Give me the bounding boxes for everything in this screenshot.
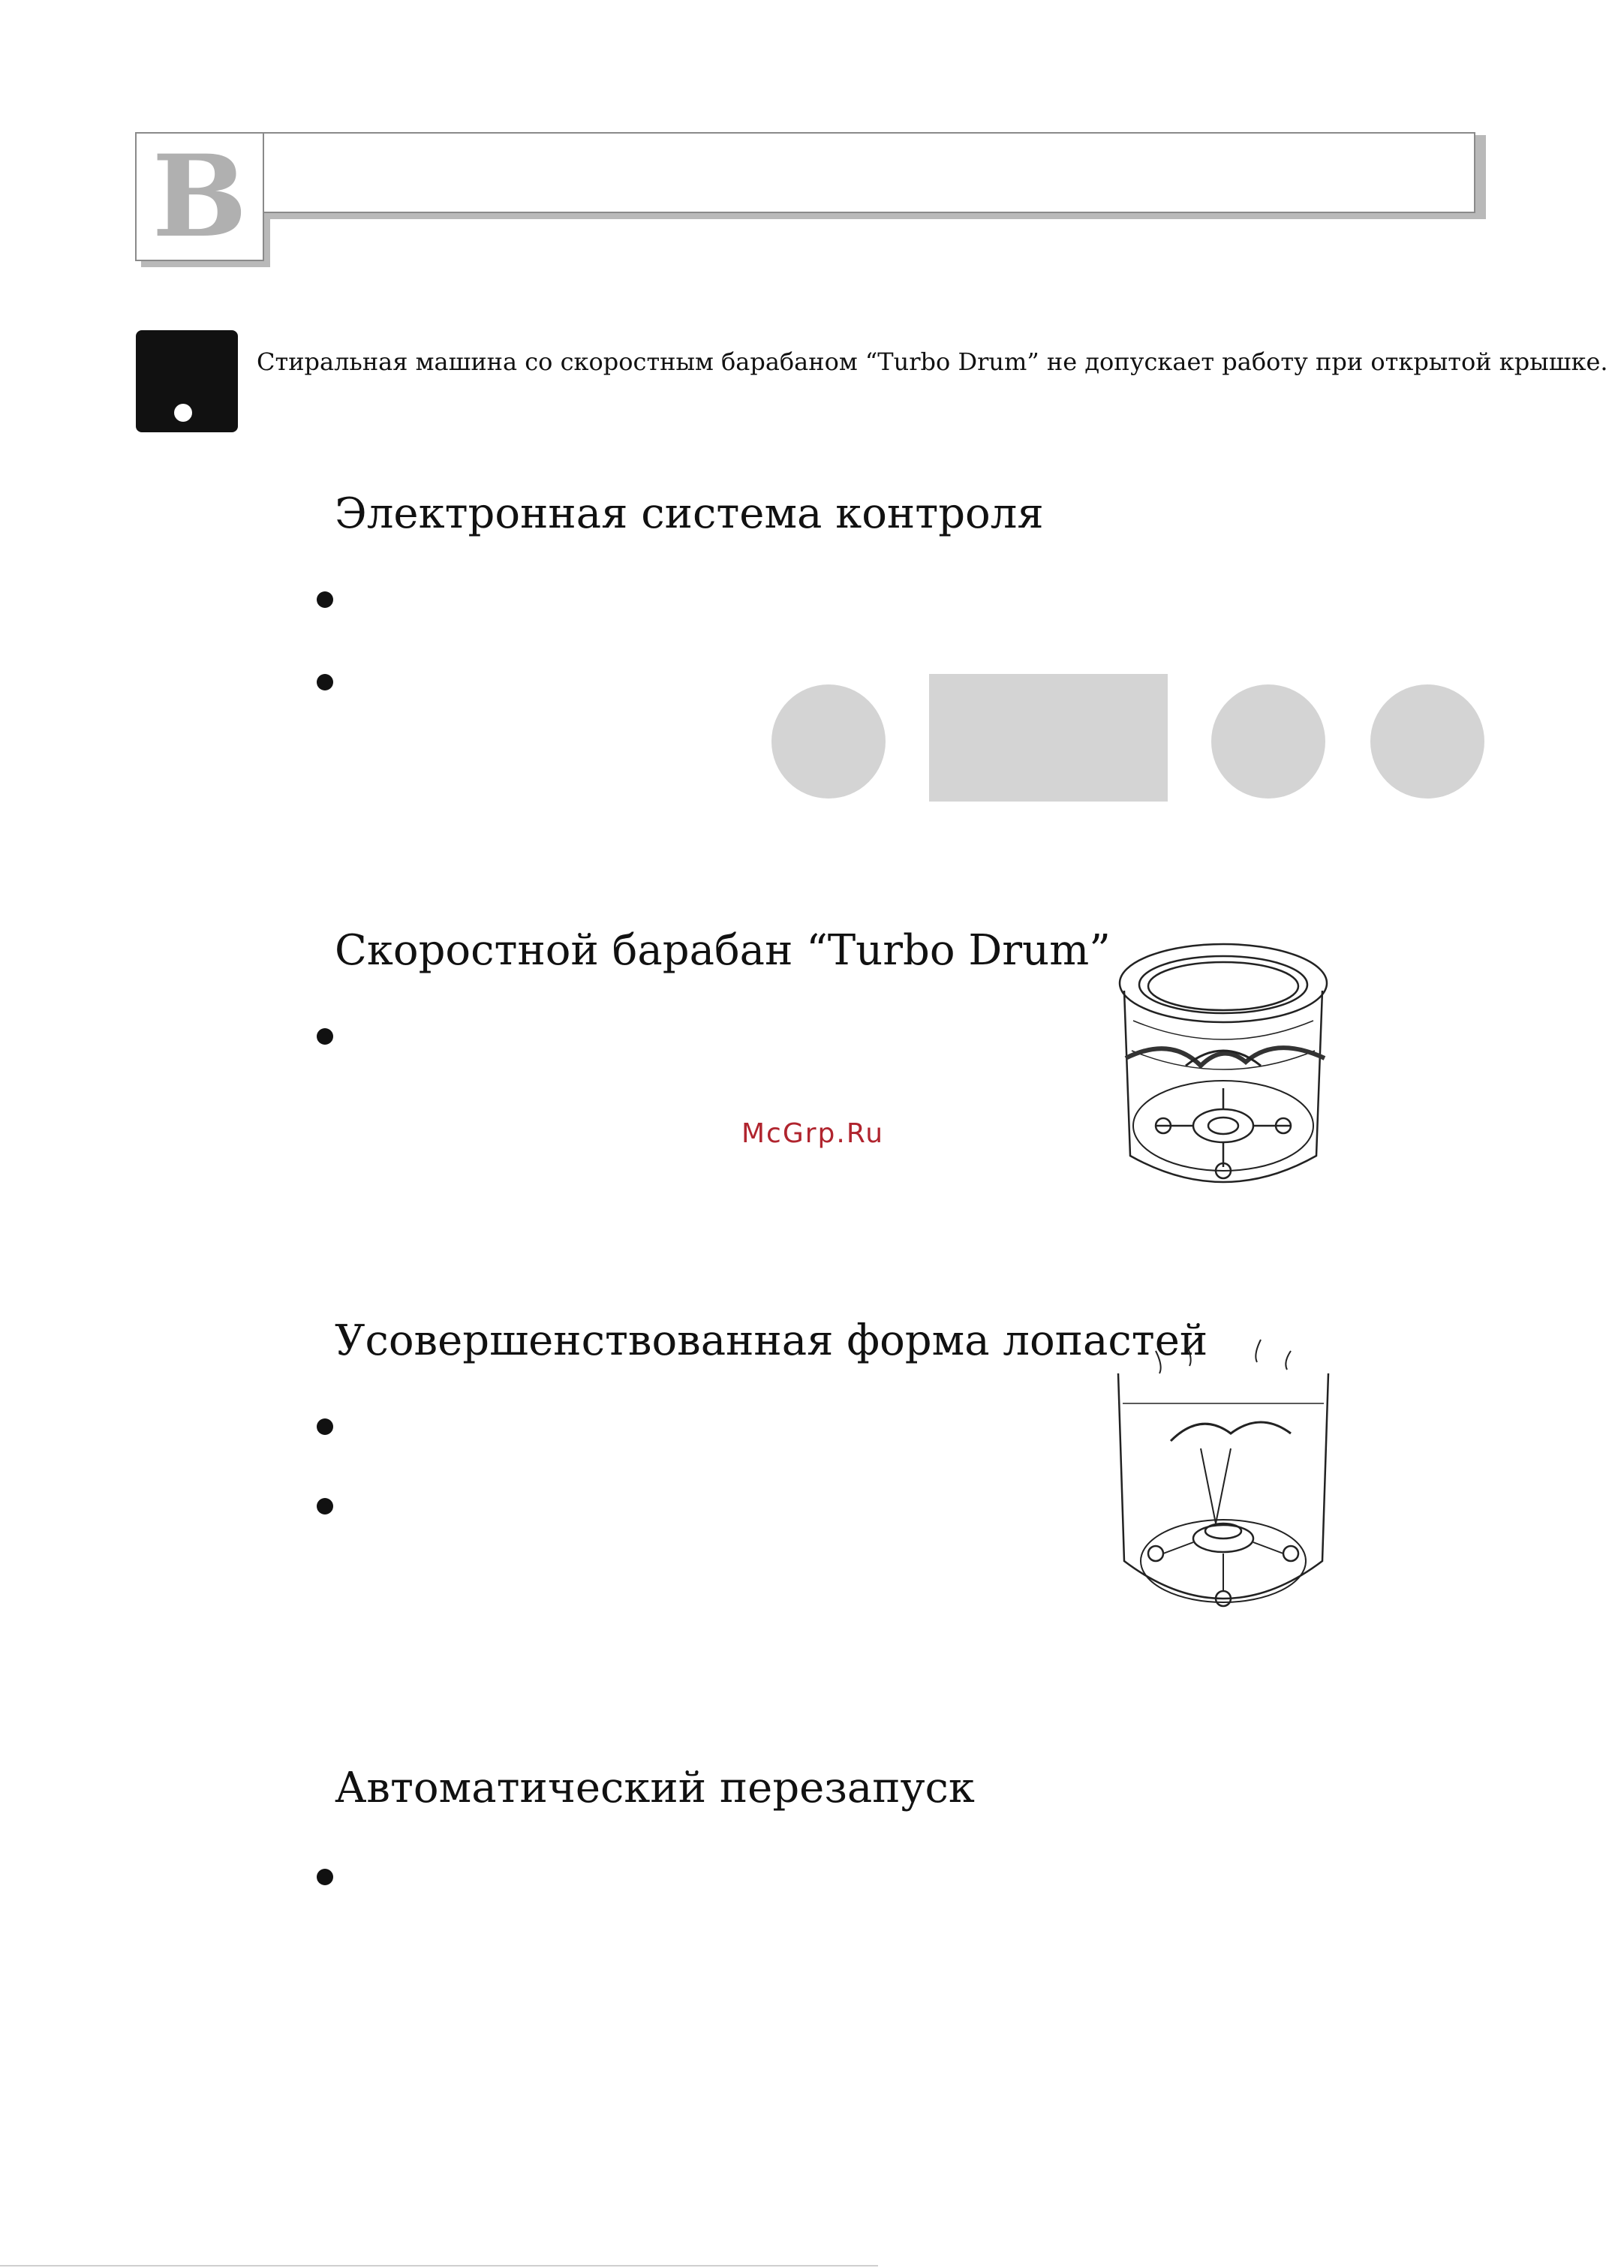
header-bar xyxy=(135,132,1475,213)
note-dot-icon xyxy=(174,404,192,422)
note-text: Стиральная машина со скоростным барабаном “Turbo Drum” не допускает работу при открытой крышке. xyxy=(257,347,1608,376)
section-heading-electronic-control: Электронная система контроля xyxy=(335,489,1044,538)
bullet xyxy=(317,1498,333,1515)
bullet xyxy=(317,1418,333,1435)
section-heading-paddle-shape: Усовершенствованная форма лопастей xyxy=(335,1316,1208,1365)
bullet xyxy=(317,591,333,608)
section-heading-auto-restart: Автоматический перезапуск xyxy=(335,1764,975,1812)
watermark: McGrp.Ru xyxy=(741,1118,885,1149)
section-letter: B xyxy=(152,131,248,263)
section-heading-turbo-drum: Скоростной барабан “Turbo Drum” xyxy=(335,926,1111,975)
footer-line xyxy=(0,2265,878,2266)
bullet xyxy=(317,1869,333,1885)
paddle-illustration xyxy=(1111,1336,1336,1636)
panel-circle-1 xyxy=(771,684,886,799)
turbo-drum-illustration xyxy=(1111,938,1336,1216)
bullet xyxy=(317,674,333,690)
panel-display-rect xyxy=(929,674,1168,802)
bullet xyxy=(317,1028,333,1045)
panel-circle-2 xyxy=(1211,684,1325,799)
panel-circle-3 xyxy=(1370,684,1484,799)
